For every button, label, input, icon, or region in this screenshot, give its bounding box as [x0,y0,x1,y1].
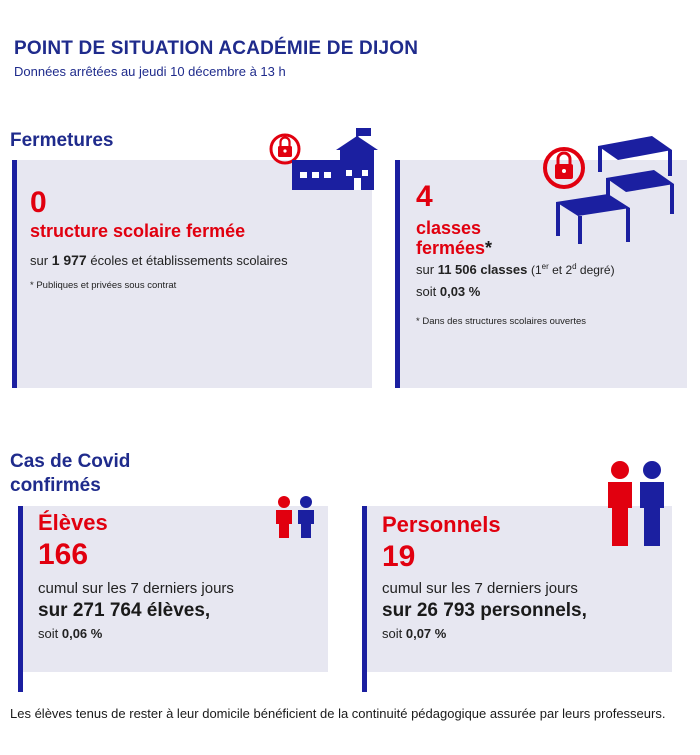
personnels-sur: sur 26 793 personnels, [382,600,587,621]
classes-note: * Dans des structures scolaires ouvertes [416,316,587,327]
degree-open: (1 [530,263,542,277]
personnels-soit-value: 0,07 % [405,626,447,641]
classes-label-line2 [416,238,492,259]
covid-heading-line2: confirmés [10,475,101,496]
eleves-soit-line [38,626,102,641]
personnels-card-bar [362,506,367,692]
structures-label: structure scolaire fermée [30,221,246,241]
classes-sur-line [416,262,615,277]
structures-card [12,160,372,388]
people-pair-icon [604,460,668,548]
lock-icon [271,135,299,163]
page-title: POINT DE SITUATION ACADÉMIE DE DIJON [14,38,419,59]
covid-heading-line1: Cas de Covid [10,451,131,472]
lock-icon [545,149,583,187]
classes-sur-value: 11 506 classes [437,262,528,277]
covid-heading [10,450,130,498]
eleves-cumul: cumul sur les 7 derniers jours [38,580,234,597]
degree-sup1: er [541,262,549,271]
structures-sur-line [30,252,288,268]
degree-sup2: d [572,262,577,271]
personnels-label: Personnels [382,512,501,537]
footer-note: Les élèves tenus de rester à leur domicile bénéficient de la continuité pédagogique assurée par leurs professeurs. [10,706,666,721]
eleves-label: Élèves [38,510,108,535]
degree-close: degré) [576,263,615,277]
fermetures-heading: Fermetures [10,130,114,151]
personnels-soit-line [382,626,446,641]
eleves-number: 166 [38,538,89,571]
school-building-icon [268,128,386,194]
personnels-cumul: cumul sur les 7 derniers jours [382,580,578,597]
structures-note: * Publiques et privées sous contrat [30,280,177,291]
classes-asterisk: * [485,238,493,258]
structures-number: 0 [30,186,47,219]
structures-sur-prefix: sur [30,253,49,268]
tables-icon [540,132,680,252]
classes-degree [531,263,615,277]
classes-soit-line [416,284,480,299]
classes-number: 4 [416,180,433,213]
page-subtitle: Données arrêtées au jeudi 10 décembre à 13 h [14,64,286,79]
eleves-soit-value: 0,06 % [61,626,103,641]
classes-soit-prefix: soit [416,284,437,299]
eleves-card-bar [18,506,23,692]
classes-soit-value: 0,03 % [439,284,481,299]
classes-label-line1: classes [416,218,482,238]
structures-sur-value: 1 977 [51,252,87,268]
people-pair-icon [270,494,320,540]
classes-card-bar [395,160,400,388]
classes-label-fermees: fermées [416,238,486,258]
eleves-sur: sur 271 764 élèves, [38,600,211,621]
structures-card-bar [12,160,17,388]
structures-sur-suffix: écoles et établissements scolaires [90,253,288,268]
eleves-soit-prefix: soit [38,626,59,641]
personnels-soit-prefix: soit [382,626,403,641]
personnels-number: 19 [382,540,416,573]
classes-sur-prefix: sur [416,262,435,277]
degree-mid: et 2 [548,263,573,277]
